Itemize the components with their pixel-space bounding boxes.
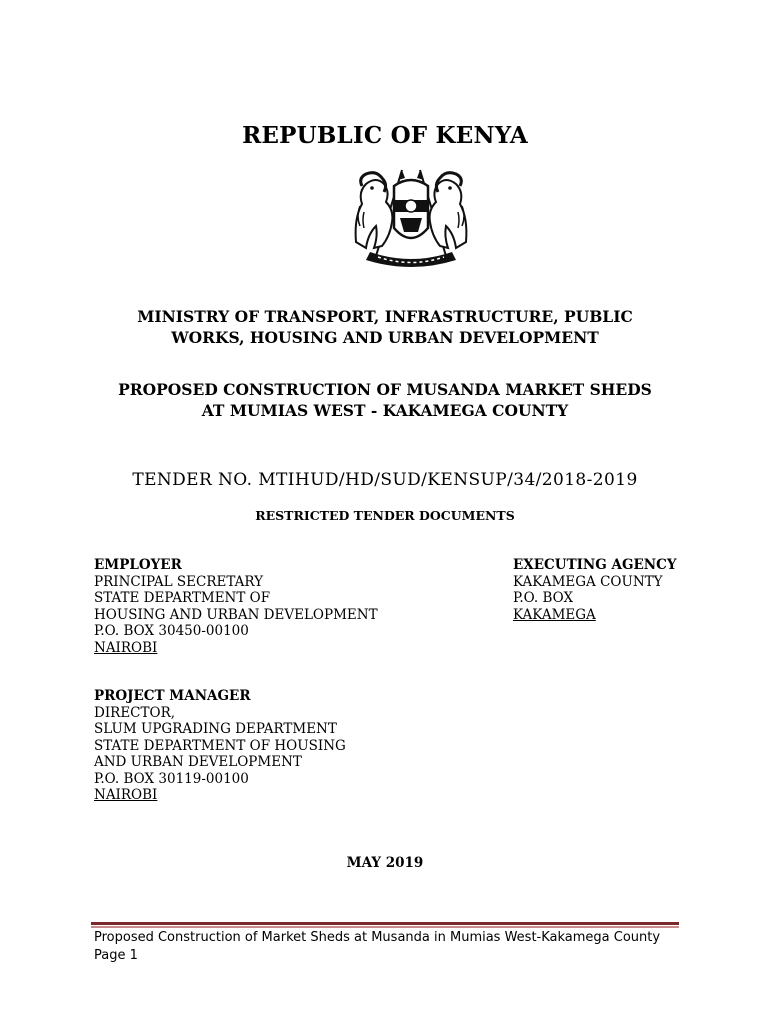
ministry-line: WORKS, HOUSING AND URBAN DEVELOPMENT <box>171 328 599 347</box>
project-manager-block <box>94 688 346 804</box>
employer-line: PRINCIPAL SECRETARY <box>94 573 264 590</box>
employer-block <box>94 557 378 656</box>
employer-city: NAIROBI <box>94 639 158 656</box>
project-line: AT MUMIAS WEST - KAKAMEGA COUNTY <box>201 401 569 420</box>
footer-text: Proposed Construction of Market Sheds at Musanda in Mumias West-Kakamega County <box>94 930 661 945</box>
ministry-name <box>80 306 690 348</box>
footer-rule-thin <box>91 926 679 928</box>
agency-heading: EXECUTING AGENCY <box>513 557 677 573</box>
employer-line: P.O. BOX 30450-00100 <box>94 623 249 639</box>
project-manager-heading: PROJECT MANAGER <box>94 688 251 704</box>
page-number: Page 1 <box>94 948 138 963</box>
executing-agency-block <box>513 557 677 623</box>
project-manager-line: P.O. BOX 30119-00100 <box>94 770 249 787</box>
project-title <box>80 379 690 421</box>
employer-heading: EMPLOYER <box>94 557 182 573</box>
document-title: REPUBLIC OF KENYA <box>242 122 528 149</box>
agency-line: KAKAMEGA COUNTY <box>513 573 663 590</box>
employer-line: HOUSING AND URBAN DEVELOPMENT <box>94 606 378 623</box>
agency-line: P.O. BOX <box>513 590 574 606</box>
footer-rule <box>91 922 679 925</box>
project-manager-line: DIRECTOR, <box>94 704 176 721</box>
project-manager-line: SLUM UPGRADING DEPARTMENT <box>94 721 337 737</box>
page-footer <box>94 929 694 965</box>
employer-line: STATE DEPARTMENT OF <box>94 590 271 606</box>
document-date: MAY 2019 <box>346 855 424 871</box>
kenya-coat-of-arms-icon <box>348 156 474 274</box>
project-line: PROPOSED CONSTRUCTION OF MUSANDA MARKET SHEDS <box>118 380 652 399</box>
ministry-line: MINISTRY OF TRANSPORT, INFRASTRUCTURE, PUBLIC <box>137 307 633 326</box>
agency-city: KAKAMEGA <box>513 606 596 623</box>
tender-type: RESTRICTED TENDER DOCUMENTS <box>255 508 515 523</box>
project-manager-line: AND URBAN DEVELOPMENT <box>94 754 302 770</box>
project-manager-city: NAIROBI <box>94 787 158 803</box>
tender-number: TENDER NO. MTIHUD/HD/SUD/KENSUP/34/2018-2019 <box>132 470 638 490</box>
project-manager-line: STATE DEPARTMENT OF HOUSING <box>94 737 346 754</box>
